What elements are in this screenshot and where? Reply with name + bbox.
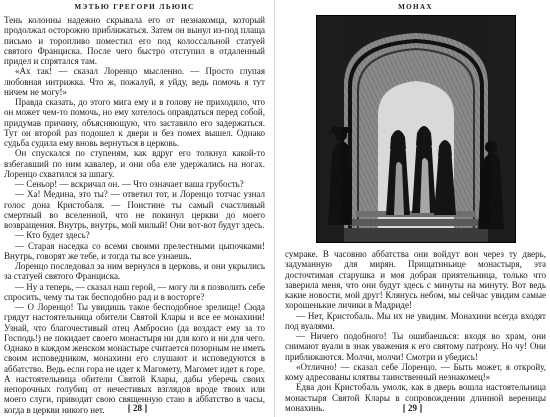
paragraph: сумраке. В часовню аббатства они войдут вон через ту дверь, задуманную для мирян. Прищатиньице монастыря, эта досточтимая старушка и моя добрая приятельница, только что заверила меня, что они будут здесь с минуты на минуту. Вот ведь какие новости, мой друг! Клянусь небом, мы сейчас увидим самые хорошенькие личики в Мадриде!: [285, 249, 546, 311]
paragraph: — Ничего подобного! Ты ошибаешься: входя во храм, они снимают вуали в знак уважения к его святому патрону. Но чу! Они приближаются. Молчи, молчи! Смотри и убедись!: [285, 331, 546, 362]
right-page: [275, 0, 550, 417]
paragraph: Правда сказать, до этого мига ему и в голову не приходило, что он может чем-то помочь, но ему хотелось оправдаться перед собой, придумав причину, объясняющую, что заставило его задержаться. Тут он второй раз подошел к двери и без помех вышел. Однако судьба судила ему вновь вернуться в церковь.: [4, 97, 265, 148]
running-head-left: МЭТЬЮ ГРЕГОРИ ЛЬЮИС: [74, 3, 195, 11]
paragraph: Лоренцо последовал за ним вернулся в церковь, и они укрылись за статуей святого Франциска.: [4, 261, 265, 282]
paragraph: Тень колонны надежно скрывала его от незнакомца, который продолжал осторожно приближаться. Затем он вынул из-под плаща письмо и торопливо поместил его под колоссальной статуей святого Франциска. После чего быстро отступил в отдаленный придел и спрятался там.: [4, 15, 265, 66]
left-page-text: [4, 15, 265, 415]
paragraph: — Нет, Кристобаль. Мы их не увидим. Монахини всегда входят под вуалями.: [285, 310, 546, 331]
paragraph: — Сеньор! — вскричал он. — Что означает ваша грубость?: [15, 179, 244, 189]
page-number-left: [ 28 ]: [127, 403, 148, 413]
right-page-text: [285, 249, 546, 413]
paragraph: — Кто будет здесь?: [15, 230, 90, 241]
paragraph: — Ну а теперь, — сказал наш герой, — могу ли я позволить себе спросить, чему ты так бесподобно рад и в восторге?: [4, 281, 265, 302]
paragraph: — Ха! Медина, это ты? — ответил тот, и Лоренцо тотчас узнал голос дона Кристобаля. — Поистине ты самый счастливый смертный во вселенной, что не покинул церкви до моего возвращения. Внутрь, внутрь, мой милый! Они вот-вот будут здесь.: [4, 189, 265, 230]
paragraph: Едва дон Кристобаль умолк, как в дверь вошла настоятельница монастыря Святой Клары в сопровождении длинной вереницы монахинь.: [285, 382, 546, 413]
paragraph: «Отлично! — сказал себе Лоренцо. — Быть может, я откройу, кому адресованы клятвы таинственный незнакомец!»: [285, 361, 546, 382]
paragraph: — О Лоренцо! Ты увидишь такое бесподобное зрелище! Сюда грядут настоятельница обители Святой Клары и все ее монахини! Узнай, что благочестивый отец Амбросио (да воздаст ему за то Господь!) не покидает своего монастыря ни для кого и ни для чего. Однако в каждом женском монастыре считается позорным не иметь своим исповедником, монахини его слушают и исповедуются в аббатство. Ведь если гора не идет к Магомету, Магомет идет к горе. А настоятельница обители Святой Клары, дабы уберечь своих непорочных голубиц от нечестивых взглядов вроде твоих или моего слуги, приводит свою священную стаю в аббатство в часы, когда в церкви никого нет.: [4, 302, 265, 415]
engraving-nuns-procession-icon: [316, 15, 516, 243]
paragraph: Он спускался по ступеням, как вдруг его толкнул какой-то взбегавший по ним кавалер, и они оба еле удержались на ногах. Лоренцо схватился за шпагу.: [4, 148, 265, 179]
page-number-right: [ 29 ]: [402, 403, 423, 413]
paragraph: — Старая наседка со всеми своими прелестными цыпочками! Внутрь, говорят же тебе, и тогда ты все узнаешь.: [4, 240, 265, 261]
paragraph: «Ах так! — сказал Лоренцо мысленно. — Просто глупая любовная интрижка. Что ж, пожалуй, я уйду, ведь помочь я тут ничем не могу!»: [4, 66, 265, 97]
running-head-right: МОНАХ: [398, 3, 433, 11]
